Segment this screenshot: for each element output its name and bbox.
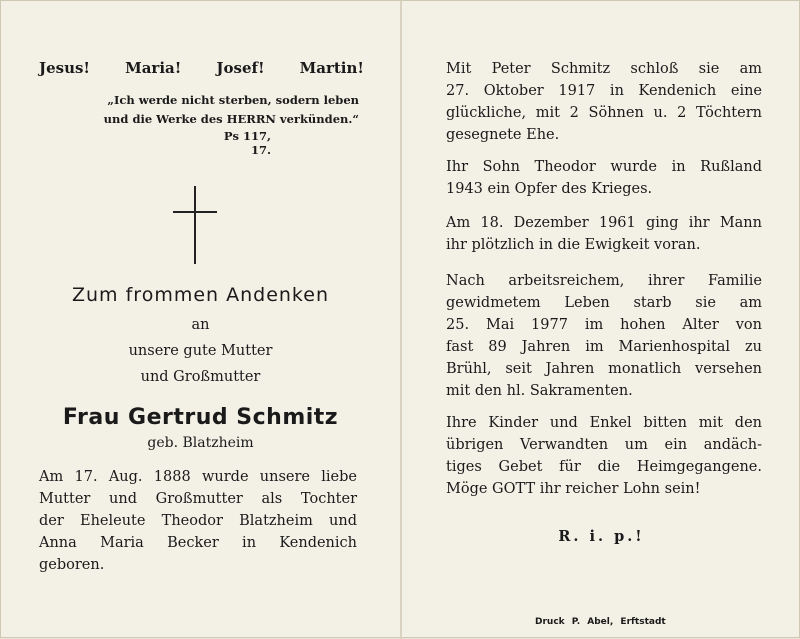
text-line: glückliche, mit 2 Söhnen u. 2 Töchtern	[446, 105, 762, 121]
quote-reference: Ps 117, 17.	[223, 129, 271, 157]
rip-text: R. i. p.!	[558, 528, 645, 545]
son-paragraph	[446, 156, 762, 200]
cross-icon-bar	[173, 211, 217, 213]
text-line: mit den hl. Sakramenten.	[446, 383, 633, 399]
memory-title: Zum frommen Andenken	[72, 284, 329, 306]
marriage-paragraph	[446, 58, 762, 146]
memory-line: unsere gute Mutter	[128, 343, 273, 359]
bible-quote	[89, 91, 359, 129]
invocation-word: Maria!	[125, 59, 182, 77]
memory-line: und Großmutter	[140, 369, 261, 385]
text-line: 27. Oktober 1917 in Kendenich eine	[446, 83, 762, 99]
text-line: geboren.	[39, 557, 105, 573]
text-line: Am 17. Aug. 1888 wurde unsere liebe	[39, 469, 357, 485]
death-paragraph	[446, 270, 762, 402]
left-panel	[1, 1, 400, 639]
invocation	[39, 59, 364, 77]
deceased-name: Frau Gertrud Schmitz	[62, 405, 339, 430]
text-line: Am 18. Dezember 1961 ging ihr Mann	[446, 215, 762, 231]
text-line: Anna Maria Becker in Kendenich	[39, 535, 357, 551]
husband-paragraph	[446, 212, 762, 256]
text-line: ihr plötzlich in die Ewigkeit voran.	[446, 237, 701, 253]
text-line: 1943 ein Opfer des Krieges.	[446, 181, 653, 197]
birth-name: geb. Blatzheim	[147, 435, 254, 451]
text-line: Mutter und Großmutter als Tochter	[39, 491, 357, 507]
text-line: 25. Mai 1977 im hohen Alter von	[446, 317, 762, 333]
text-line: fast 89 Jahren im Marienhospital zu	[446, 339, 762, 355]
text-line: Mit Peter Schmitz schloß sie am	[446, 61, 762, 77]
text-line: gesegnete Ehe.	[446, 127, 560, 143]
printer-credit: Druck P. Abel, Erftstadt	[535, 617, 666, 627]
text-line: Brühl, seit Jahren monatlich versehen	[446, 361, 762, 377]
memory-line: an	[191, 317, 210, 333]
birth-paragraph	[39, 466, 357, 576]
text-line: der Eheleute Theodor Blatzheim und	[39, 513, 357, 529]
right-panel	[402, 1, 800, 639]
text-line: übrigen Verwandten um ein andäch-	[446, 437, 762, 453]
invocation-word: Martin!	[299, 59, 364, 77]
cross-icon	[194, 186, 196, 264]
text-line: Nach arbeitsreichem, ihrer Familie	[446, 273, 762, 289]
text-line: Ihr Sohn Theodor wurde in Rußland	[446, 159, 762, 175]
invocation-word: Jesus!	[39, 59, 91, 77]
text-line: Möge GOTT ihr reicher Lohn sein!	[446, 481, 701, 497]
invocation-word: Josef!	[216, 59, 265, 77]
quote-line: und die Werke des HERRN verkünden.“	[103, 112, 359, 126]
quote-line: „Ich werde nicht sterben, sodern leben	[107, 93, 359, 107]
text-line: tiges Gebet für die Heimgegangene.	[446, 459, 762, 475]
text-line: gewidmetem Leben starb sie am	[446, 295, 762, 311]
prayer-paragraph	[446, 412, 762, 500]
text-line: Ihre Kinder und Enkel bitten mit den	[446, 415, 762, 431]
